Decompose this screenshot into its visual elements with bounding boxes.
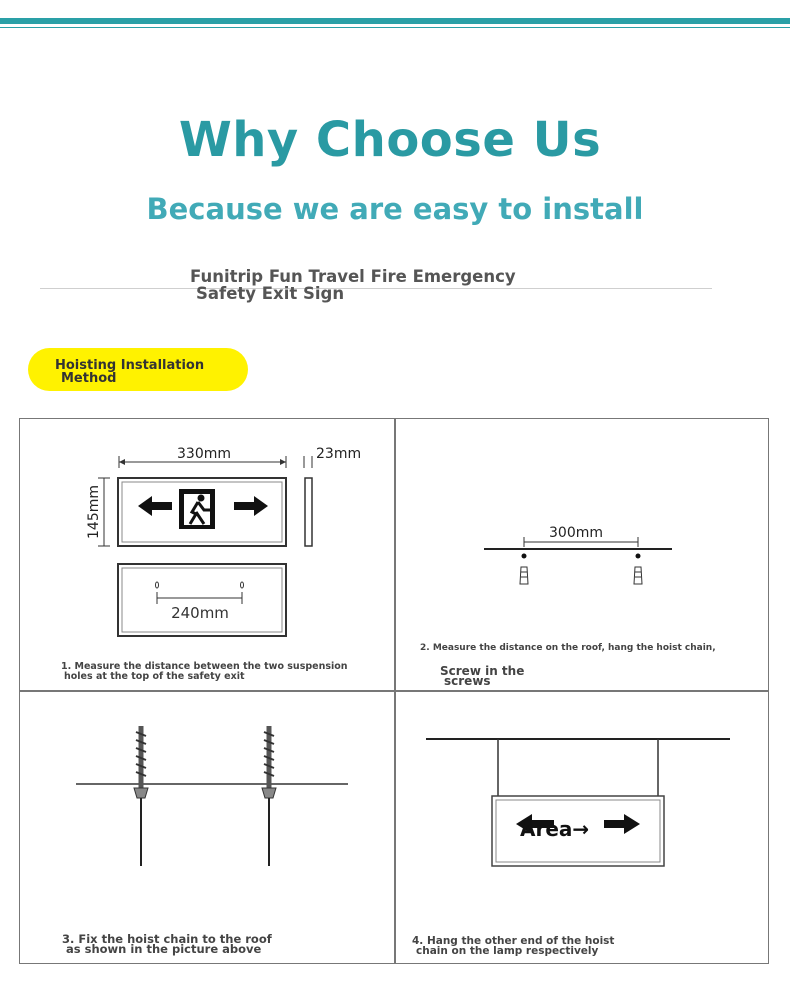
step-3-caption — [62, 934, 272, 954]
panel-4-diagram — [420, 730, 740, 875]
width-label: 330mm — [177, 446, 231, 462]
step-2-subcaption — [440, 666, 524, 686]
product-name — [190, 268, 570, 302]
step-4-caption-line1: 4. Hang the other end of the hoist — [412, 935, 615, 947]
step-3-caption-line2: as shown in the picture above — [66, 942, 262, 956]
step-2-subcaption-line2: screws — [444, 674, 491, 688]
step-3-caption-line1: 3. Fix the hoist chain to the roof — [62, 932, 272, 946]
page-subtitle: Because we are easy to install — [146, 192, 644, 226]
page-title: Why Choose Us — [178, 112, 602, 168]
height-label: 145mm — [86, 485, 102, 539]
top-accent-bar — [0, 18, 790, 24]
distance-label: 300mm — [549, 525, 603, 541]
step-1-caption — [61, 662, 348, 682]
hole-label: 240mm — [171, 604, 229, 622]
screw-icon — [262, 726, 276, 866]
screw-icon — [134, 726, 148, 866]
step-4-caption-line2: chain on the lamp respectively — [416, 945, 599, 957]
screw-anchor-icon — [520, 567, 528, 584]
step-2-caption: 2. Measure the distance on the roof, hang the hoist chain, — [420, 643, 716, 653]
product-name-line2: Safety Exit Sign — [196, 284, 345, 303]
method-badge-line1: Hoisting Installation — [55, 358, 205, 373]
sign-text: Area→ — [520, 817, 590, 841]
screw-anchor-icon — [634, 567, 642, 584]
panel-3-diagram — [70, 718, 360, 870]
grid-divider-horizontal — [19, 690, 769, 692]
step-1-caption-line1: 1. Measure the distance between the two suspension — [61, 661, 348, 672]
panel-2-diagram — [470, 520, 690, 600]
top-accent-line — [0, 27, 790, 28]
depth-label: 23mm — [316, 446, 362, 462]
method-badge-line2: Method — [61, 371, 117, 386]
step-1-caption-line2: holes at the top of the safety exit — [64, 671, 245, 682]
panel-1-diagram — [80, 440, 380, 650]
step-4-caption — [412, 936, 614, 956]
step-2-subcaption-line1: Screw in the — [440, 664, 525, 678]
method-badge-label — [55, 359, 204, 385]
product-name-line1: Funitrip Fun Travel Fire Emergency — [190, 267, 516, 286]
